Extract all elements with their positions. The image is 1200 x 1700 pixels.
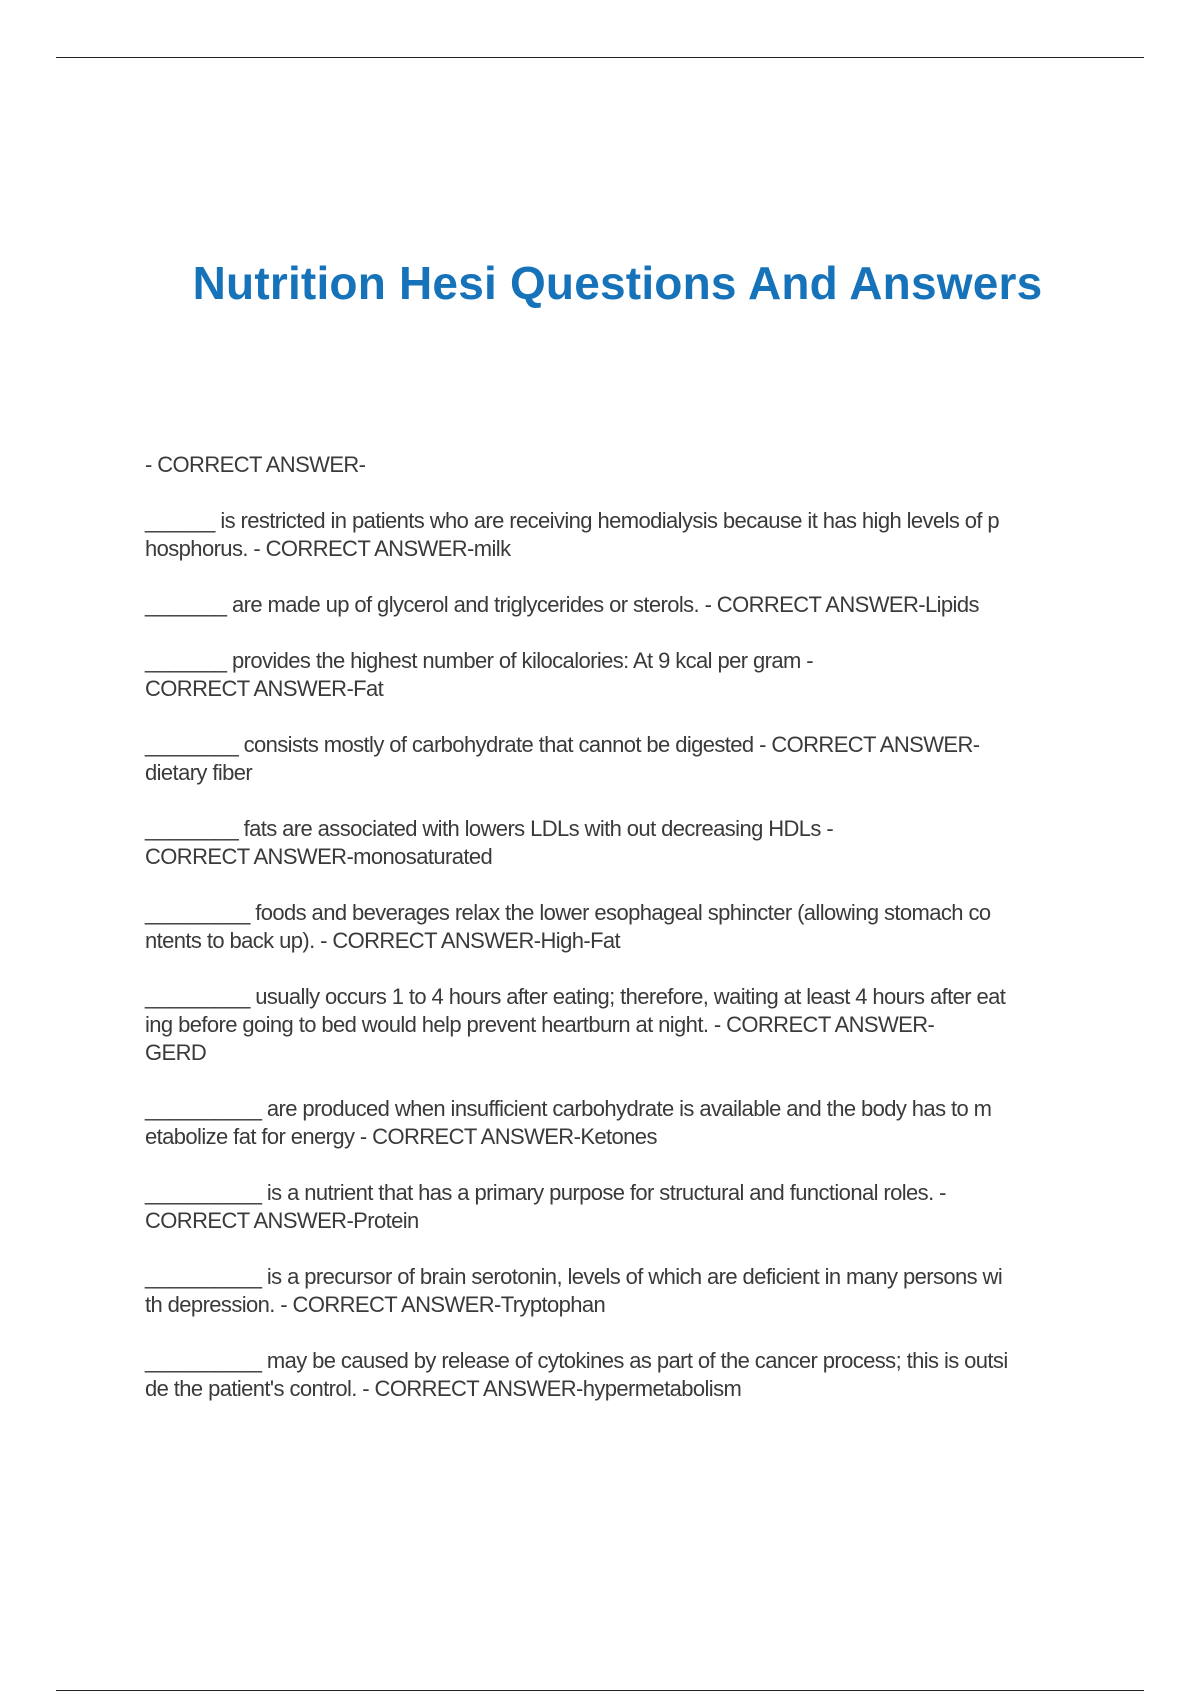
qa-entry: - CORRECT ANSWER- bbox=[145, 452, 366, 477]
qa-list bbox=[145, 451, 1090, 1431]
qa-entry: _______ are made up of glycerol and triglycerides or sterols. - CORRECT ANSWER-Lipids bbox=[145, 592, 979, 617]
qa-entry: _______ provides the highest number of kilocalories: At 9 kcal per gram - CORRECT ANSWER-Fat bbox=[145, 648, 813, 701]
qa-entry: ________ consists mostly of carbohydrate that cannot be digested - CORRECT ANSWER- dietary fiber bbox=[145, 732, 980, 785]
qa-entry: __________ is a nutrient that has a primary purpose for structural and functional roles. - CORRECT ANSWER-Protein bbox=[145, 1180, 946, 1233]
qa-entry: __________ are produced when insufficient carbohydrate is available and the body has to m etabolize fat for energy - CORRECT ANSWER-Ketones bbox=[145, 1096, 992, 1149]
qa-entry: ________ fats are associated with lowers LDLs with out decreasing HDLs - CORRECT ANSWER-monosaturated bbox=[145, 816, 834, 869]
qa-entry: _________ foods and beverages relax the lower esophageal sphincter (allowing stomach co ntents to back up). - CORRECT ANSWER-High-Fat bbox=[145, 900, 991, 953]
document-title: Nutrition Hesi Questions And Answers bbox=[192, 257, 1043, 309]
qa-entry: __________ may be caused by release of cytokines as part of the cancer process; this is outsi de the patient's control. - CORRECT ANSWER-hypermetabolism bbox=[145, 1348, 1008, 1401]
bottom-rule bbox=[56, 1690, 1144, 1691]
qa-entry: __________ is a precursor of brain serotonin, levels of which are deficient in many persons wi th depression. - CORRECT ANSWER-Tryptophan bbox=[145, 1264, 1003, 1317]
qa-entry: _________ usually occurs 1 to 4 hours after eating; therefore, waiting at least 4 hours after eat ing before going to bed would help prevent heartburn at night. - CORRECT ANSWER- GERD bbox=[145, 984, 1006, 1065]
qa-entry: ______ is restricted in patients who are receiving hemodialysis because it has high levels of p hosphorus. - CORRECT ANSWER-milk bbox=[145, 508, 1000, 561]
top-rule bbox=[56, 57, 1144, 58]
